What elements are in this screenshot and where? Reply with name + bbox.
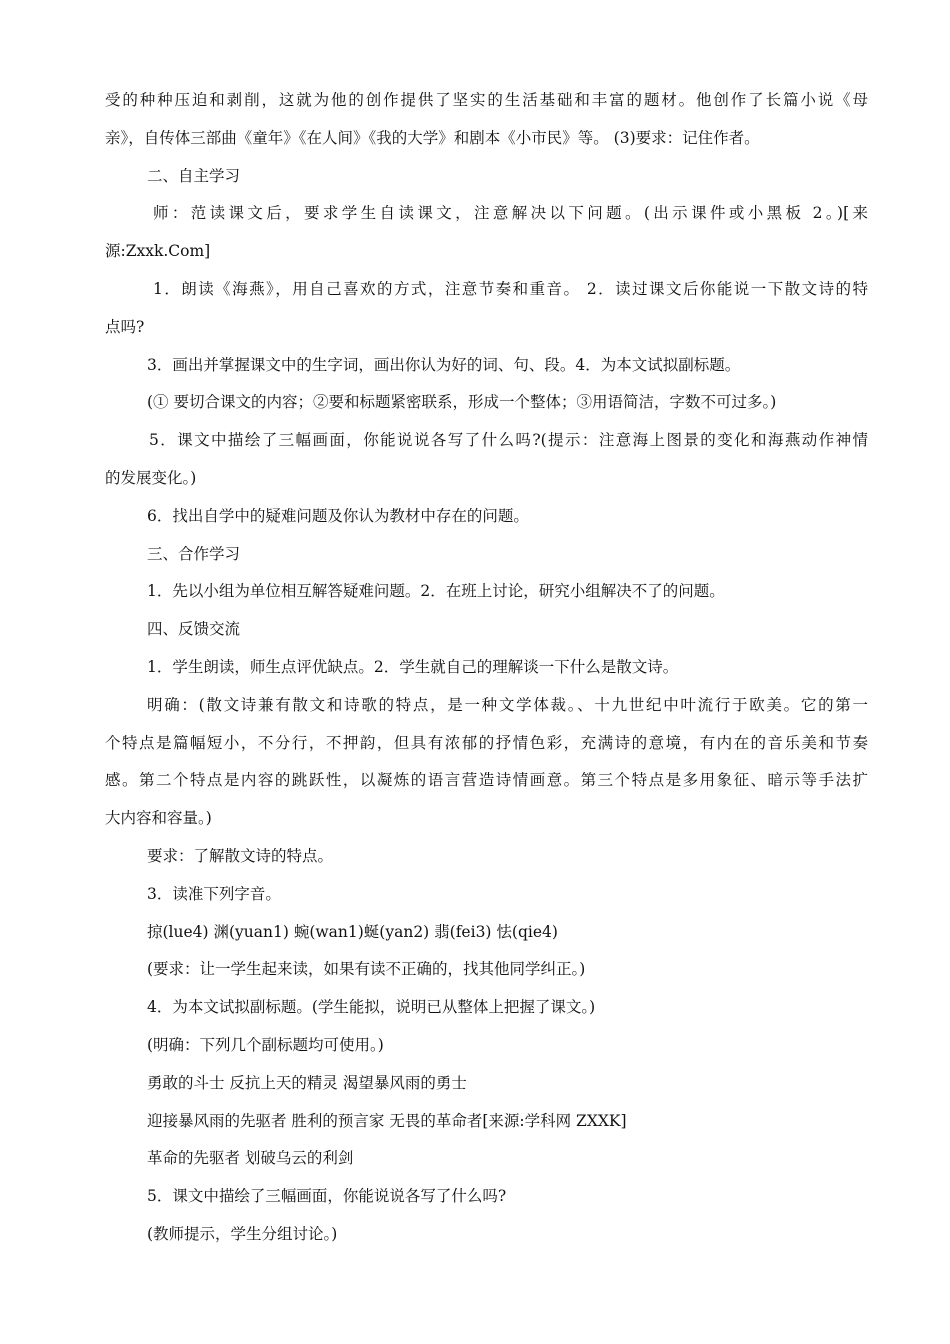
paragraph-line: 6．找出自学中的疑难问题及你认为教材中存在的问题。 bbox=[147, 506, 529, 525]
paragraph-line: (教师提示，学生分组讨论。) bbox=[147, 1224, 338, 1243]
paragraph-line: 1．学生朗读，师生点评优缺点。2．学生就自己的理解谈一下什么是散文诗。 bbox=[147, 657, 679, 676]
paragraph-line: 点吗? bbox=[105, 317, 145, 336]
paragraph-line: 3．画出并掌握课文中的生字词，画出你认为好的词、句、段。4．为本文试拟副标题。 bbox=[147, 355, 741, 374]
paragraph-line: 大内容和容量。) bbox=[105, 809, 212, 828]
paragraph-line: 亲》，自传体三部曲《童年》《在人间》《我的大学》和剧本《小市民》等。 (3)要求：记住作者。 bbox=[105, 128, 760, 147]
document-page bbox=[105, 82, 868, 1254]
paragraph-line: 3．读准下列字音。 bbox=[147, 884, 281, 903]
paragraph-line: 5．课文中描绘了三幅画面，你能说说各写了什么吗? bbox=[147, 1187, 507, 1206]
paragraph-line: 感。第二个特点是内容的跳跃性，以凝炼的语言营造诗情画意。第三个特点是多用象征、暗示等手法扩 bbox=[105, 771, 868, 790]
paragraph-line: 受的种种压迫和剥削，这就为他的创作提供了坚实的生活基础和丰富的题材。他创作了长篇小说《母 bbox=[105, 91, 868, 109]
paragraph-line: (① 要切合课文的内容；②要和标题紧密联系，形成一个整体；③用语简洁，字数不可过多。) bbox=[147, 393, 777, 412]
section-heading: 三、合作学习 bbox=[147, 544, 241, 563]
paragraph-line: 4．为本文试拟副标题。(学生能拟，说明已从整体上把握了课文。) bbox=[147, 998, 596, 1017]
paragraph-line: 明确：(散文诗兼有散文和诗歌的特点，是一种文学体裁。、十九世纪中叶流行于欧美。它的第一 bbox=[147, 695, 868, 714]
paragraph-line: 1．朗读《海燕》，用自己喜欢的方式，注意节奏和重音。 2．读过课文后你能说一下散文诗的特 bbox=[153, 279, 868, 298]
section-heading: 二、自主学习 bbox=[147, 166, 241, 185]
paragraph-line: 掠(lue4) 渊(yuan1) 蜿(wan1)蜒(yan2) 翡(fei3) 怯(qie4) bbox=[147, 922, 558, 941]
paragraph-line: 的发展变化。) bbox=[105, 468, 197, 487]
paragraph-line: 师：范读课文后，要求学生自读课文，注意解决以下问题。(出示课件或小黑板 2。)[来 bbox=[153, 204, 868, 223]
section-heading: 四、反馈交流 bbox=[147, 620, 241, 639]
paragraph-line: 迎接暴风雨的先驱者 胜利的预言家 无畏的革命者[来源:学科网 ZXXK] bbox=[147, 1111, 627, 1130]
paragraph-line: 个特点是篇幅短小，不分行，不押韵，但具有浓郁的抒情色彩，充满诗的意境，有内在的音乐美和节奏 bbox=[105, 733, 868, 752]
paragraph-line: 革命的先驱者 划破乌云的利剑 bbox=[147, 1149, 354, 1168]
paragraph-line: 5．课文中描绘了三幅画面，你能说说各写了什么吗?(提示：注意海上图景的变化和海燕动作神情 bbox=[149, 431, 868, 450]
paragraph-line: 1．先以小组为单位相互解答疑难问题。2．在班上讨论，研究小组解决不了的问题。 bbox=[147, 582, 725, 601]
paragraph-line: 源:Zxxk.Com] bbox=[105, 242, 211, 261]
paragraph-line: (明确：下列几个副标题均可使用。) bbox=[147, 1035, 384, 1054]
paragraph-line: 要求：了解散文诗的特点。 bbox=[147, 846, 334, 865]
paragraph-line: (要求：让一学生起来读，如果有读不正确的，找其他同学纠正。) bbox=[147, 960, 586, 979]
paragraph-line: 勇敢的斗士 反抗上天的精灵 渴望暴风雨的勇士 bbox=[147, 1073, 467, 1092]
